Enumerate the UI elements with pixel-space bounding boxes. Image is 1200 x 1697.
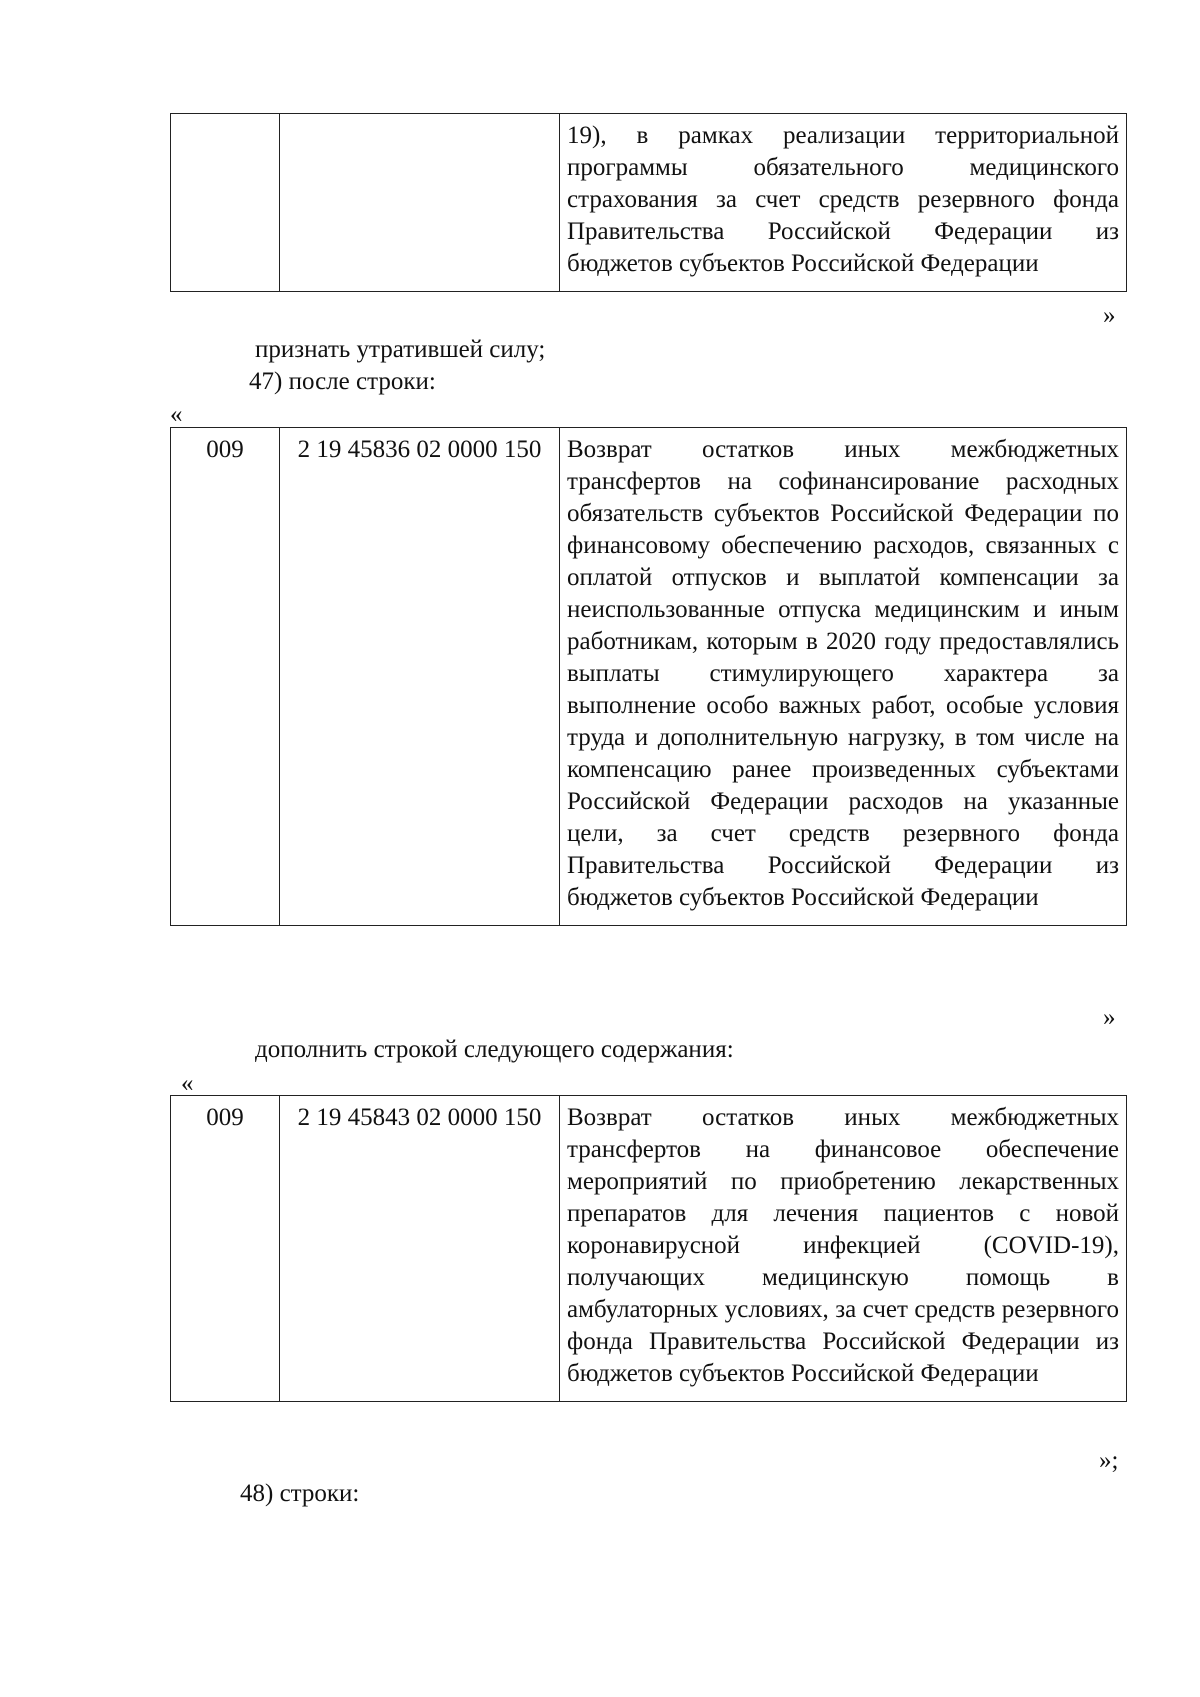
budget-code: [280, 114, 559, 131]
admin-code-cell: [171, 114, 280, 292]
budget-code-cell: [280, 114, 560, 292]
budget-table-continued: [170, 113, 1127, 292]
paragraph-item-48: 48) строки:: [240, 1480, 360, 1507]
paragraph-item-47: 47) после строки:: [249, 368, 436, 395]
closing-quote: »: [1103, 302, 1116, 329]
table-row: [171, 428, 1127, 926]
paragraph-add-row: дополнить строкой следующего содержания:: [255, 1036, 734, 1063]
opening-quote: «: [170, 401, 183, 428]
income-name-cell: [560, 1096, 1127, 1402]
paragraph-repeal: признать утратившей силу;: [255, 336, 546, 363]
admin-code-cell: [171, 1096, 280, 1402]
admin-code: 009: [206, 1104, 244, 1131]
income-name-cell: [560, 428, 1127, 926]
closing-quote: »;: [1099, 1447, 1119, 1474]
budget-code: 2 19 45843 02 0000 150: [297, 1104, 542, 1131]
income-name: Возврат остатков иных межбюджетных трансфертов на софинансирование расходных обязательств субъектов Российской Федерации по финансовому обеспечению расходов, связанных с оплатой отпусков и выплатой компенсации за неиспользованные отпуска медицинским и иным работникам, которым в 2020 году предоставлялись выплаты стимулирующего характера за выполнение особо важных работ, особые условия труда и дополнительную нагрузку, в том числе на компенсацию ранее произведенных субъектами Российской Федерации расходов на указанные цели, за счет средств резервного фонда Правительства Российской Федерации из бюджетов субъектов Российской Федерации: [567, 436, 1119, 911]
admin-code-cell: [171, 428, 280, 926]
income-name-cell: [560, 114, 1127, 292]
closing-quote: »: [1103, 1004, 1116, 1031]
admin-code: 009: [206, 436, 244, 463]
table-row: [171, 114, 1127, 292]
opening-quote: «: [181, 1070, 194, 1097]
table-row: [171, 1096, 1127, 1402]
income-name: 19), в рамках реализации территориальной программы обязательного медицинского страхования за счет средств резервного фонда Правительства Российской Федерации из бюджетов субъектов Российской Федерации: [567, 122, 1119, 277]
budget-table-new-row: [170, 1095, 1127, 1402]
budget-code-cell: [280, 428, 560, 926]
budget-table-existing-row: [170, 427, 1127, 926]
admin-code: [171, 114, 279, 131]
income-name: Возврат остатков иных межбюджетных трансфертов на финансовое обеспечение мероприятий по приобретению лекарственных препаратов для лечения пациентов с новой коронавирусной инфекцией (COVID-19), получающих медицинскую помощь в амбулаторных условиях, за счет средств резервного фонда Правительства Российской Федерации из бюджетов субъектов Российской Федерации: [567, 1104, 1119, 1387]
budget-code: 2 19 45836 02 0000 150: [297, 436, 542, 463]
budget-code-cell: [280, 1096, 560, 1402]
